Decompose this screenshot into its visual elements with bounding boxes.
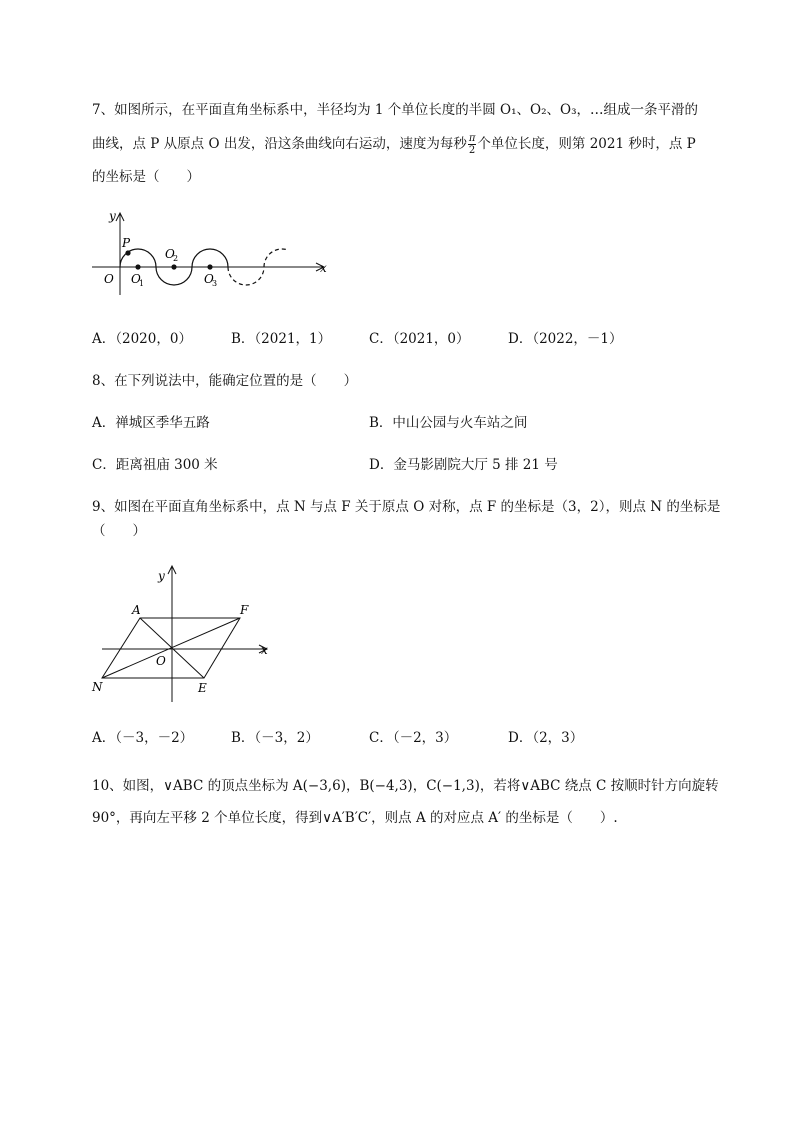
q7-label-O2-sub: 2 <box>173 254 179 263</box>
q9-label-N: N <box>92 680 103 694</box>
q7-fraction <box>468 133 477 156</box>
q8-option-a[interactable]: A．禅城区季华五路 <box>92 415 210 431</box>
q7-point-O3 <box>207 264 212 269</box>
q9-label-A: A <box>132 603 141 617</box>
q7-label-O1: O <box>131 272 141 286</box>
q9-option-d[interactable]: D．（2，3） <box>508 730 584 746</box>
q7-label-O1-sub: 1 <box>139 279 145 288</box>
q7-label-O3-sub: 3 <box>212 279 218 288</box>
q9-stem-line-2: （ ） <box>92 523 146 539</box>
q9-option-b[interactable]: B．（－3，2） <box>231 730 319 746</box>
q10-stem-line-1: 10、如图，∨ABC 的顶点坐标为 A(−3,6)，B(−4,3)，C(−1,3)，若将∨ABC 绕点 C 按顺时针方向旋转 <box>92 778 719 794</box>
q7-label-O3: O <box>204 272 214 286</box>
q7-stem-line-2 <box>92 133 696 156</box>
q7-point-P <box>125 250 130 255</box>
q9-option-a[interactable]: A．（－3，－2） <box>92 730 194 746</box>
q7-stem-line-1: 7、如图所示，在平面直角坐标系中，半径均为 1 个单位长度的半圆 O₁、O₂、O₃，…组成一条平滑的 <box>92 102 698 118</box>
q9-diagonal-FN <box>102 618 240 678</box>
q7-option-b[interactable]: B．（2021，1） <box>231 331 332 347</box>
q7-semicircle-2 <box>156 267 192 285</box>
q9-figure <box>88 560 278 705</box>
q7-label-origin: O <box>104 272 114 286</box>
q9-option-c[interactable]: C．（－2，3） <box>369 730 458 746</box>
q9-label-E: E <box>198 681 207 695</box>
q7-figure <box>88 205 338 300</box>
q10-stem-line-2: 90°，再向左平移 2 个单位长度，得到∨A′B′C′，则点 A 的对应点 A′ 的坐标是（ ）. <box>92 810 618 826</box>
q8-option-d[interactable]: D．金马影剧院大厅 5 排 21 号 <box>369 457 558 473</box>
q7-option-a[interactable]: A．（2020，0） <box>92 331 192 347</box>
q7-point-O2 <box>171 264 176 269</box>
q7-label-P: P <box>122 236 131 250</box>
q7-point-O1 <box>135 264 140 269</box>
q9-label-F: F <box>240 603 249 617</box>
q7-semicircle-3 <box>192 249 228 267</box>
q7-option-c[interactable]: C．（2021，0） <box>369 331 470 347</box>
q9-label-origin: O <box>156 654 166 668</box>
q7-frac-denominator: 2 <box>468 145 476 156</box>
q8-option-b[interactable]: B．中山公园与火车站之间 <box>369 415 528 431</box>
q9-stem-line-1: 9、如图在平面直角坐标系中，点 N 与点 F 关于原点 O 对称，点 F 的坐标是（3，2），则点 N 的坐标是 <box>92 499 721 515</box>
q8-option-c[interactable]: C．距离祖庙 300 米 <box>92 457 218 473</box>
q7-label-y: y <box>109 209 116 223</box>
q7-stem-line-2-after: 个单位长度，则第 2021 秒时，点 P <box>477 136 696 152</box>
q8-stem: 8、在下列说法中，能确定位置的是（ ） <box>92 373 358 389</box>
q7-semicircle-1 <box>120 249 156 267</box>
q7-label-O2: O <box>165 247 175 261</box>
q7-stem-line-3: 的坐标是（ ） <box>92 169 200 185</box>
q7-semicircle-4-dashed <box>228 267 264 285</box>
q9-label-y: y <box>158 569 165 583</box>
q7-option-d[interactable]: D．（2022，－1） <box>508 331 623 347</box>
q7-semicircle-5-dashed <box>264 249 288 267</box>
q7-label-x: x <box>320 261 327 275</box>
q9-label-x: x <box>261 643 268 657</box>
q7-stem-line-2-before: 曲线，点 P 从原点 O 出发，沿这条曲线向右运动，速度为每秒 <box>92 136 467 152</box>
q7-frac-numerator: π <box>468 133 476 144</box>
